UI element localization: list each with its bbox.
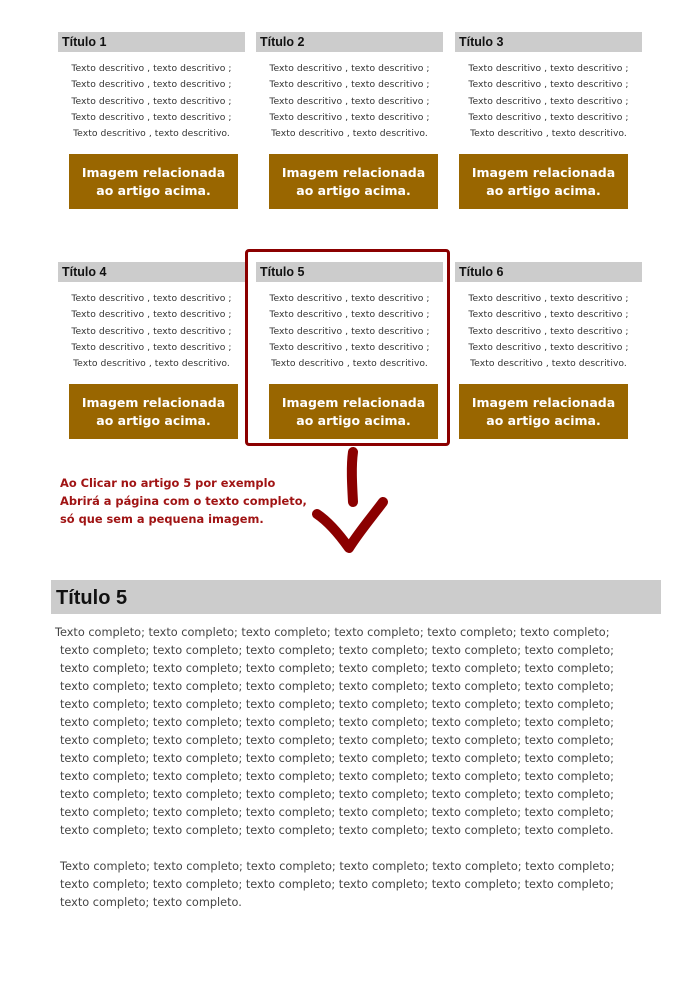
article-paragraph-2 (55, 858, 685, 912)
card-description (455, 61, 642, 142)
description-line: Texto descritivo , texto descritivo ; (71, 63, 232, 74)
paragraph-line: texto completo; texto completo; texto completo; texto completo; texto completo; texto completo; (60, 716, 614, 729)
article-card-4[interactable] (58, 262, 245, 428)
description-line: Texto descritivo , texto descritivo ; (468, 293, 629, 304)
paragraph-line: texto completo; texto completo; texto completo; texto completo; texto completo; texto completo; (60, 662, 614, 675)
article-image-placeholder[interactable] (69, 154, 238, 209)
article-card-2[interactable] (256, 32, 443, 198)
description-line: Texto descritivo , texto descritivo. (73, 358, 230, 370)
card-title[interactable]: Título 3 (455, 32, 642, 52)
card-title[interactable]: Título 1 (58, 32, 245, 52)
paragraph-line: texto completo; texto completo; texto completo; texto completo; texto completo; texto completo. (60, 824, 614, 837)
paragraph-line: texto completo; texto completo. (60, 896, 242, 909)
description-line: Texto descritivo , texto descritivo ; (468, 341, 629, 353)
description-line: Texto descritivo , texto descritivo. (271, 128, 428, 140)
annotation-line: só que sem a pequena imagem. (60, 512, 264, 526)
description-line: Texto descritivo , texto descritivo ; (71, 309, 232, 321)
image-caption-line: Imagem relacionada (281, 164, 426, 180)
full-article-body (55, 624, 685, 912)
card-description (58, 291, 245, 372)
paragraph-line: texto completo; texto completo; texto completo; texto completo; texto completo; texto completo; (60, 698, 614, 711)
annotation-note (60, 474, 307, 528)
description-line: Texto descritivo , texto descritivo ; (269, 325, 430, 337)
article-image-placeholder[interactable] (269, 154, 438, 209)
description-line: Texto descritivo , texto descritivo ; (468, 325, 629, 337)
description-line: Texto descritivo , texto descritivo ; (71, 341, 232, 353)
description-line: Texto descritivo , texto descritivo. (73, 128, 230, 140)
paragraph-line: texto completo; texto completo; texto completo; texto completo; texto completo; texto completo; (60, 734, 614, 747)
description-line: Texto descritivo , texto descritivo ; (269, 63, 430, 74)
description-line: Texto descritivo , texto descritivo ; (468, 79, 629, 91)
description-line: Texto descritivo , texto descritivo ; (269, 111, 430, 123)
card-description (256, 61, 443, 142)
description-line: Texto descritivo , texto descritivo ; (269, 309, 430, 321)
description-line: Texto descritivo , texto descritivo ; (468, 309, 629, 321)
paragraph-line: texto completo; texto completo; texto completo; texto completo; texto completo; texto completo; (60, 680, 614, 693)
description-line: Texto descritivo , texto descritivo ; (71, 79, 232, 91)
description-line: Texto descritivo , texto descritivo ; (468, 111, 629, 123)
description-line: Texto descritivo , texto descritivo. (470, 358, 627, 370)
article-card-1[interactable] (58, 32, 245, 198)
paragraph-line: Texto completo; texto completo; texto completo; texto completo; texto completo; texto completo; (55, 626, 610, 639)
description-line: Texto descritivo , texto descritivo. (470, 128, 627, 140)
paragraph-line: texto completo; texto completo; texto completo; texto completo; texto completo; texto completo; (60, 752, 614, 765)
description-line: Texto descritivo , texto descritivo ; (71, 325, 232, 337)
image-caption-line: ao artigo acima. (296, 182, 411, 198)
article-image-placeholder[interactable] (69, 384, 238, 439)
card-description (455, 291, 642, 372)
article-paragraph-1 (55, 624, 685, 840)
description-line: Texto descritivo , texto descritivo ; (468, 95, 629, 107)
annotation-line: Ao Clicar no artigo 5 por exemplo (60, 476, 276, 490)
card-description (58, 61, 245, 142)
paragraph-line: texto completo; texto completo; texto completo; texto completo; texto completo; texto completo; (60, 878, 614, 891)
article-card-6[interactable] (455, 262, 642, 428)
article-card-3[interactable] (455, 32, 642, 198)
description-line: Texto descritivo , texto descritivo ; (269, 79, 430, 91)
description-line: Texto descritivo , texto descritivo ; (269, 293, 430, 304)
image-caption-line: Imagem relacionada (281, 394, 426, 410)
paragraph-line: texto completo; texto completo; texto completo; texto completo; texto completo; texto completo; (60, 644, 614, 657)
image-caption-line: ao artigo acima. (486, 412, 601, 428)
down-arrow-icon (305, 446, 395, 556)
description-line: Texto descritivo , texto descritivo. (271, 358, 428, 370)
card-title[interactable]: Título 6 (455, 262, 642, 282)
card-title[interactable]: Título 4 (58, 262, 245, 282)
image-caption-line: Imagem relacionada (471, 394, 616, 410)
annotation-line: Abrirá a página com o texto completo, (60, 494, 307, 508)
image-caption-line: Imagem relacionada (471, 164, 616, 180)
image-caption-line: ao artigo acima. (96, 412, 211, 428)
card-title[interactable]: Título 5 (256, 262, 443, 282)
paragraph-line: Texto completo; texto completo; texto completo; texto completo; texto completo; texto completo; (60, 860, 615, 873)
description-line: Texto descritivo , texto descritivo ; (269, 95, 430, 107)
full-article-title: Título 5 (51, 580, 661, 614)
image-caption-line: ao artigo acima. (486, 182, 601, 198)
article-image-placeholder[interactable] (459, 154, 628, 209)
paragraph-line: texto completo; texto completo; texto completo; texto completo; texto completo; texto completo; (60, 806, 614, 819)
image-caption-line: Imagem relacionada (81, 164, 226, 180)
image-caption-line: Imagem relacionada (81, 394, 226, 410)
paragraph-line: texto completo; texto completo; texto completo; texto completo; texto completo; texto completo; (60, 788, 614, 801)
description-line: Texto descritivo , texto descritivo ; (71, 111, 232, 123)
description-line: Texto descritivo , texto descritivo ; (269, 341, 430, 353)
image-caption-line: ao artigo acima. (96, 182, 211, 198)
image-caption-line: ao artigo acima. (296, 412, 411, 428)
card-5-highlight-frame (245, 249, 450, 446)
description-line: Texto descritivo , texto descritivo ; (71, 95, 232, 107)
description-line: Texto descritivo , texto descritivo ; (71, 293, 232, 304)
article-image-placeholder[interactable] (459, 384, 628, 439)
description-line: Texto descritivo , texto descritivo ; (468, 63, 629, 74)
card-title[interactable]: Título 2 (256, 32, 443, 52)
paragraph-line: texto completo; texto completo; texto completo; texto completo; texto completo; texto completo; (60, 770, 614, 783)
